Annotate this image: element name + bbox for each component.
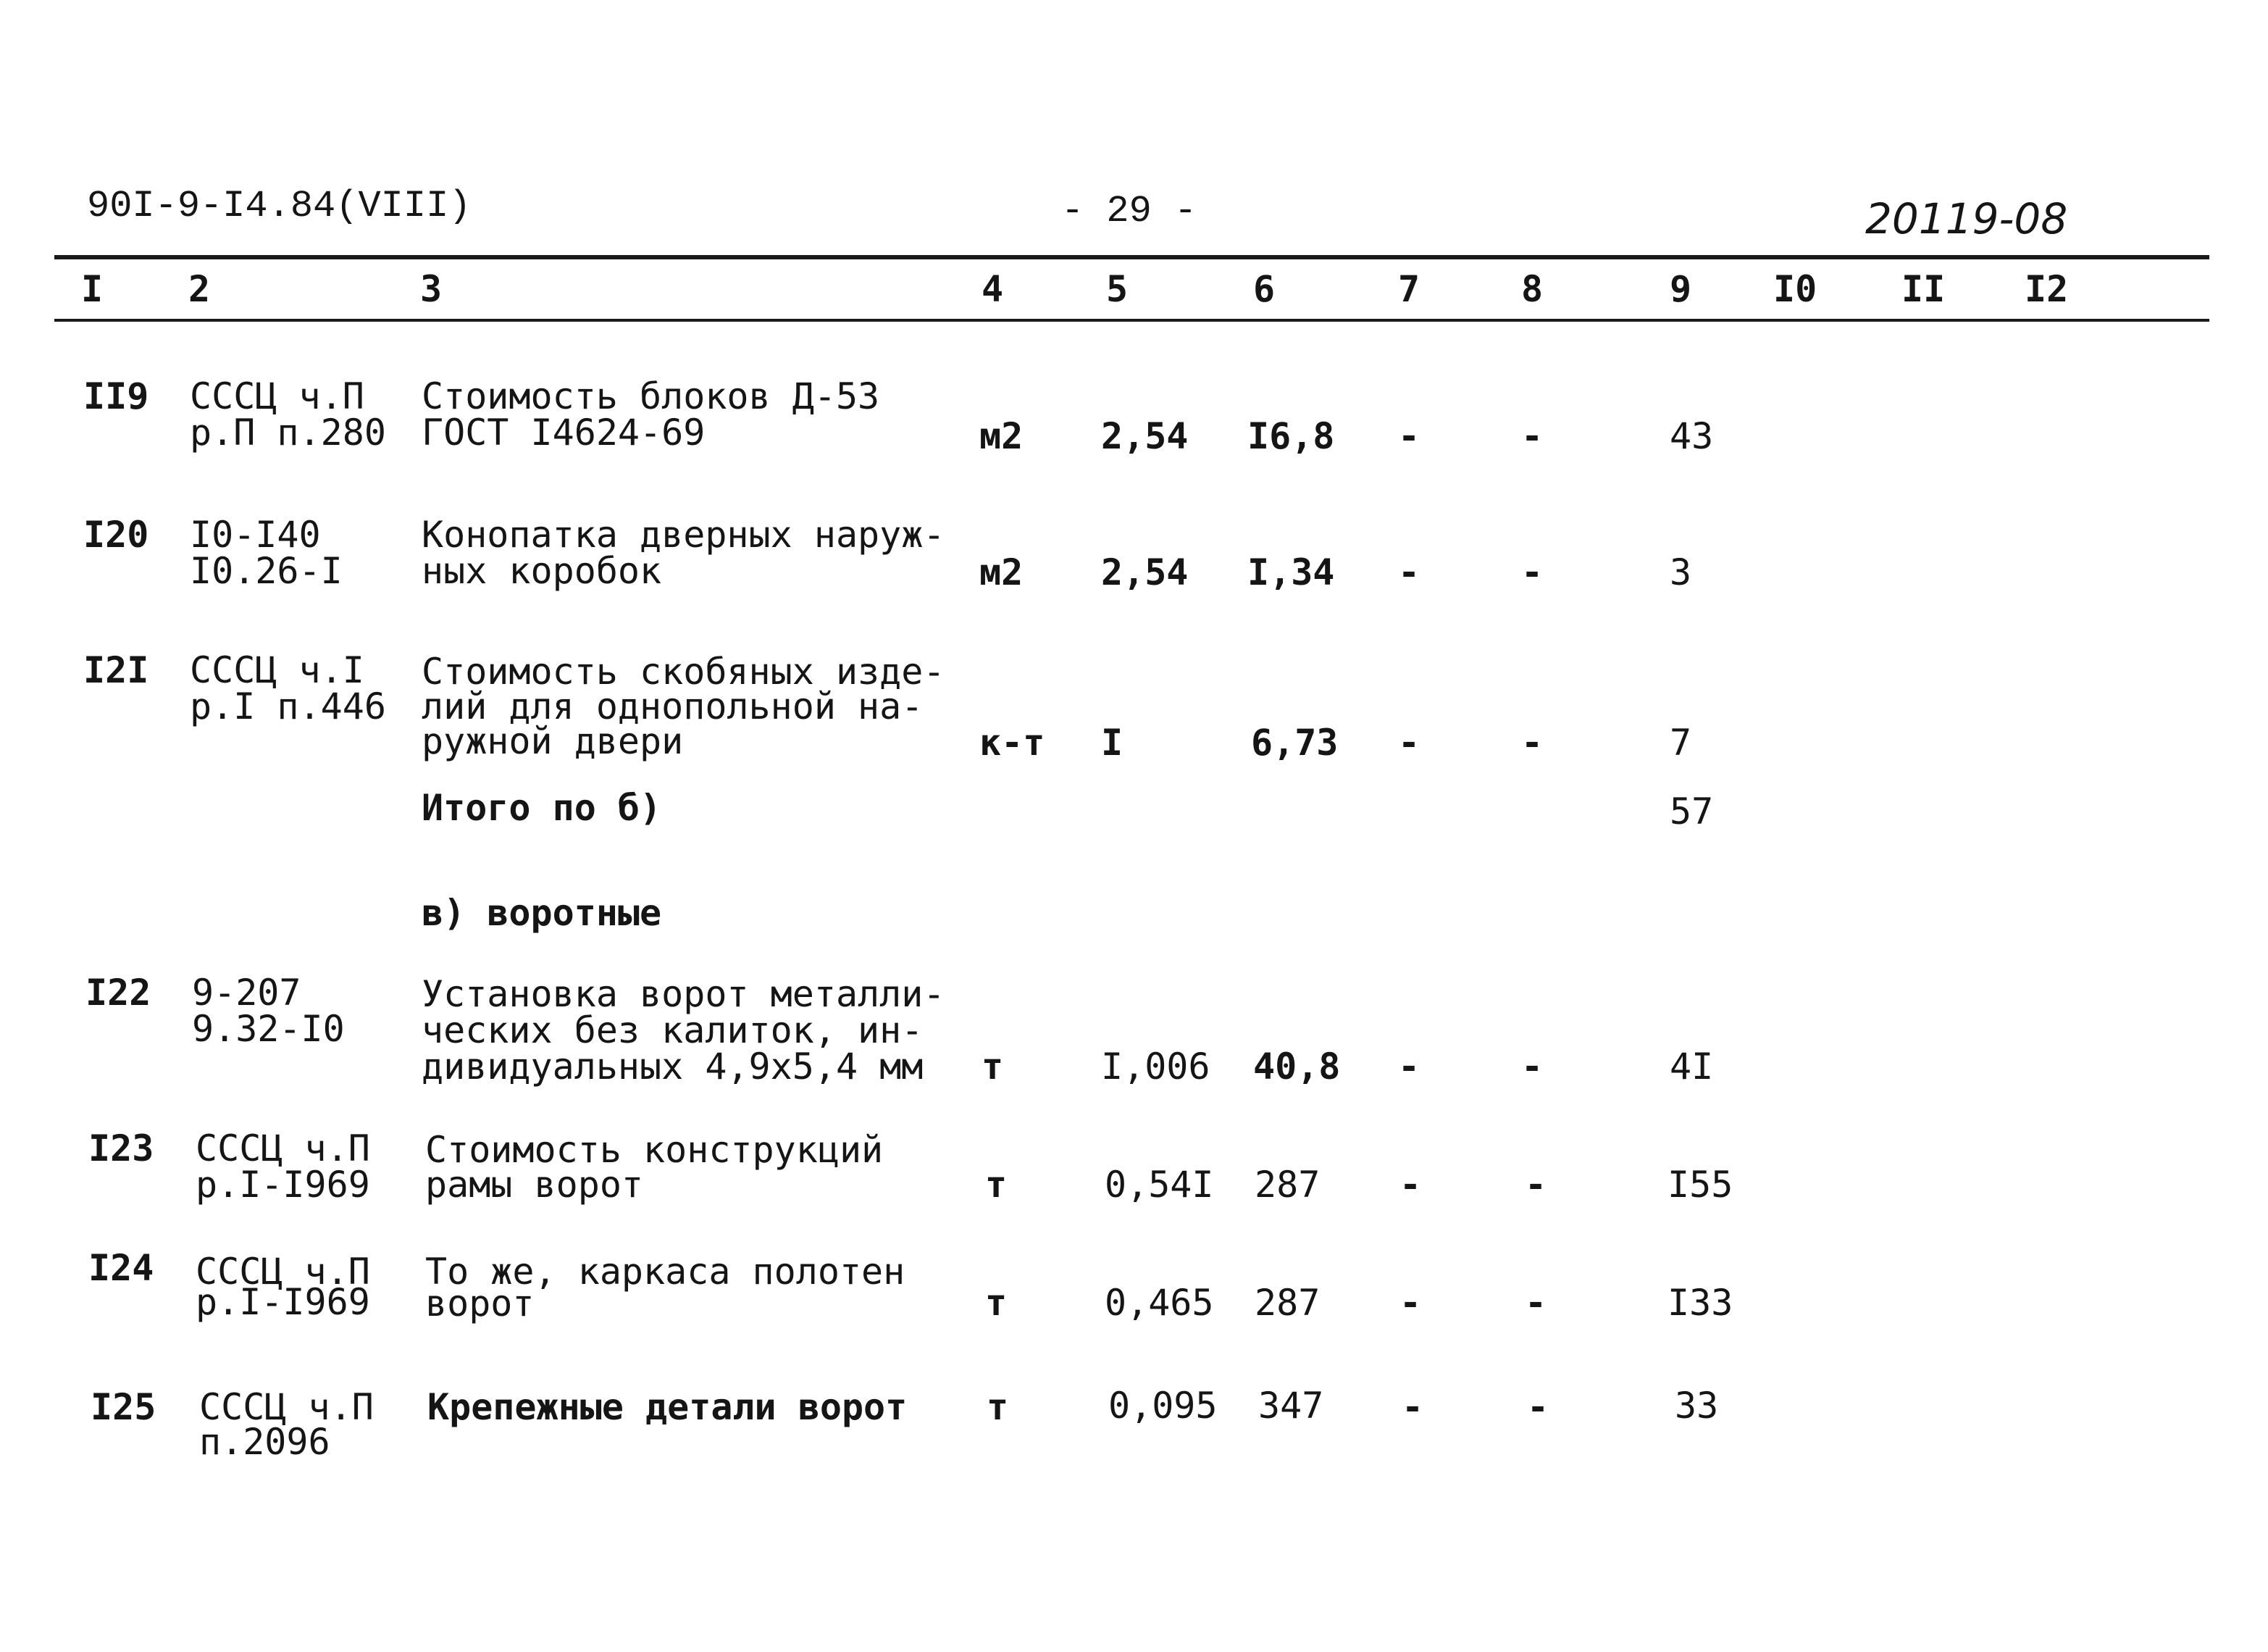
col7-value: - xyxy=(1398,415,1420,457)
col8-value: - xyxy=(1525,1282,1547,1324)
subtotal-label: Итого по б) xyxy=(422,787,662,829)
col-header-6: 6 xyxy=(1253,268,1276,310)
col7-value: - xyxy=(1398,1046,1420,1088)
description-line: лий для однопольной на- xyxy=(422,685,924,727)
unit-cost: 6,73 xyxy=(1251,722,1339,764)
row-number: I2I xyxy=(83,649,149,691)
reference-line: р.I-I969 xyxy=(196,1281,370,1323)
description-line: Стоимость скобяных изде- xyxy=(422,651,945,693)
col8-value: - xyxy=(1521,722,1544,764)
description-line: Установка ворот металли- xyxy=(422,973,945,1015)
reference-line: СССЦ ч.I xyxy=(190,649,364,691)
col-header-1: I xyxy=(81,268,104,310)
col7-value: - xyxy=(1398,722,1420,764)
quantity: 0,54I xyxy=(1105,1164,1214,1206)
row-number: I22 xyxy=(85,972,151,1014)
unit: м2 xyxy=(979,415,1024,457)
stamp-code: 20119-08 xyxy=(1865,194,2068,243)
col-header-4: 4 xyxy=(982,268,1004,310)
unit-cost: 347 xyxy=(1258,1385,1324,1427)
description-line: ческих без калиток, ин- xyxy=(422,1009,924,1051)
reference-line: I0-I40 xyxy=(190,514,321,556)
description-line: Стоимость блоков Д-53 xyxy=(422,375,880,417)
reference-line: 9-207 xyxy=(192,972,301,1014)
subtotal-value: 57 xyxy=(1670,790,1714,833)
top-rule xyxy=(54,255,2209,259)
quantity: 0,465 xyxy=(1105,1282,1214,1324)
unit: т xyxy=(982,1046,1004,1088)
col8-value: - xyxy=(1525,1164,1547,1206)
col-header-9: 9 xyxy=(1670,268,1692,310)
total-cost: 33 xyxy=(1675,1385,1719,1427)
row-number: I24 xyxy=(88,1247,154,1289)
reference-line: р.П п.280 xyxy=(190,412,386,454)
col-header-8: 8 xyxy=(1521,268,1544,310)
description-line: ГОСТ I4624-69 xyxy=(422,412,706,454)
quantity: 2,54 xyxy=(1101,551,1189,593)
unit-cost: I6,8 xyxy=(1247,415,1335,457)
description-line: ружной двери xyxy=(422,720,684,762)
row-number: I20 xyxy=(83,514,149,556)
unit: т xyxy=(985,1164,1008,1206)
total-cost: 4I xyxy=(1670,1046,1714,1088)
col7-value: - xyxy=(1398,551,1420,593)
description-line: Стоимость конструкций xyxy=(425,1129,884,1171)
col-header-3: 3 xyxy=(420,268,443,310)
description-line: ворот xyxy=(425,1282,535,1324)
col-header-11: II xyxy=(1901,268,1946,310)
col8-value: - xyxy=(1521,551,1544,593)
unit-cost: 40,8 xyxy=(1253,1046,1341,1088)
header-rule xyxy=(54,319,2209,322)
total-cost: I55 xyxy=(1667,1164,1733,1206)
unit: м2 xyxy=(979,551,1024,593)
col8-value: - xyxy=(1521,415,1544,457)
unit: к-т xyxy=(979,722,1045,764)
unit-cost: I,34 xyxy=(1247,551,1335,593)
description-line: ных коробок xyxy=(422,550,662,592)
reference-line: п.2096 xyxy=(199,1421,330,1463)
reference-line: СССЦ ч.П xyxy=(196,1127,370,1169)
unit: т xyxy=(987,1386,1009,1428)
reference-line: I0.26-I xyxy=(190,550,343,592)
quantity: I xyxy=(1101,722,1123,764)
col7-value: - xyxy=(1399,1164,1422,1206)
reference-line: 9.32-I0 xyxy=(192,1008,345,1050)
description-line: Конопатка дверных наруж- xyxy=(422,514,945,556)
row-number: I25 xyxy=(91,1386,156,1428)
quantity: I,006 xyxy=(1101,1046,1210,1088)
col-header-10: I0 xyxy=(1773,268,1817,310)
unit-cost: 287 xyxy=(1255,1164,1321,1206)
page-number: - 29 - xyxy=(1061,190,1197,233)
quantity: 2,54 xyxy=(1101,415,1189,457)
total-cost: 7 xyxy=(1670,722,1692,764)
description-line: Крепежные детали ворот xyxy=(427,1386,908,1428)
description-line: То же, каркаса полотен xyxy=(425,1251,905,1293)
row-number: II9 xyxy=(83,375,149,417)
col-header-12: I2 xyxy=(2025,268,2069,310)
unit-cost: 287 xyxy=(1255,1282,1321,1324)
reference-line: р.I-I969 xyxy=(196,1164,370,1206)
description-line: рамы ворот xyxy=(425,1164,644,1206)
col7-value: - xyxy=(1399,1282,1422,1324)
total-cost: 43 xyxy=(1670,415,1714,457)
total-cost: 3 xyxy=(1670,551,1692,593)
col8-value: - xyxy=(1521,1046,1544,1088)
reference-line: СССЦ ч.П xyxy=(196,1251,370,1293)
total-cost: I33 xyxy=(1667,1282,1733,1324)
reference-line: р.I п.446 xyxy=(190,685,386,727)
col-header-5: 5 xyxy=(1106,268,1129,310)
quantity: 0,095 xyxy=(1108,1385,1218,1427)
document-code: 90I-9-I4.84(VIII) xyxy=(87,185,472,228)
reference-line: СССЦ ч.П xyxy=(199,1386,374,1428)
description-line: дивидуальных 4,9х5,4 мм xyxy=(422,1046,924,1088)
col7-value: - xyxy=(1402,1386,1424,1428)
reference-line: СССЦ ч.П xyxy=(190,375,364,417)
col-header-2: 2 xyxy=(188,268,211,310)
row-number: I23 xyxy=(88,1127,154,1169)
section-heading: в) воротные xyxy=(422,892,662,934)
unit: т xyxy=(985,1282,1008,1324)
col8-value: - xyxy=(1527,1386,1549,1428)
col-header-7: 7 xyxy=(1398,268,1420,310)
